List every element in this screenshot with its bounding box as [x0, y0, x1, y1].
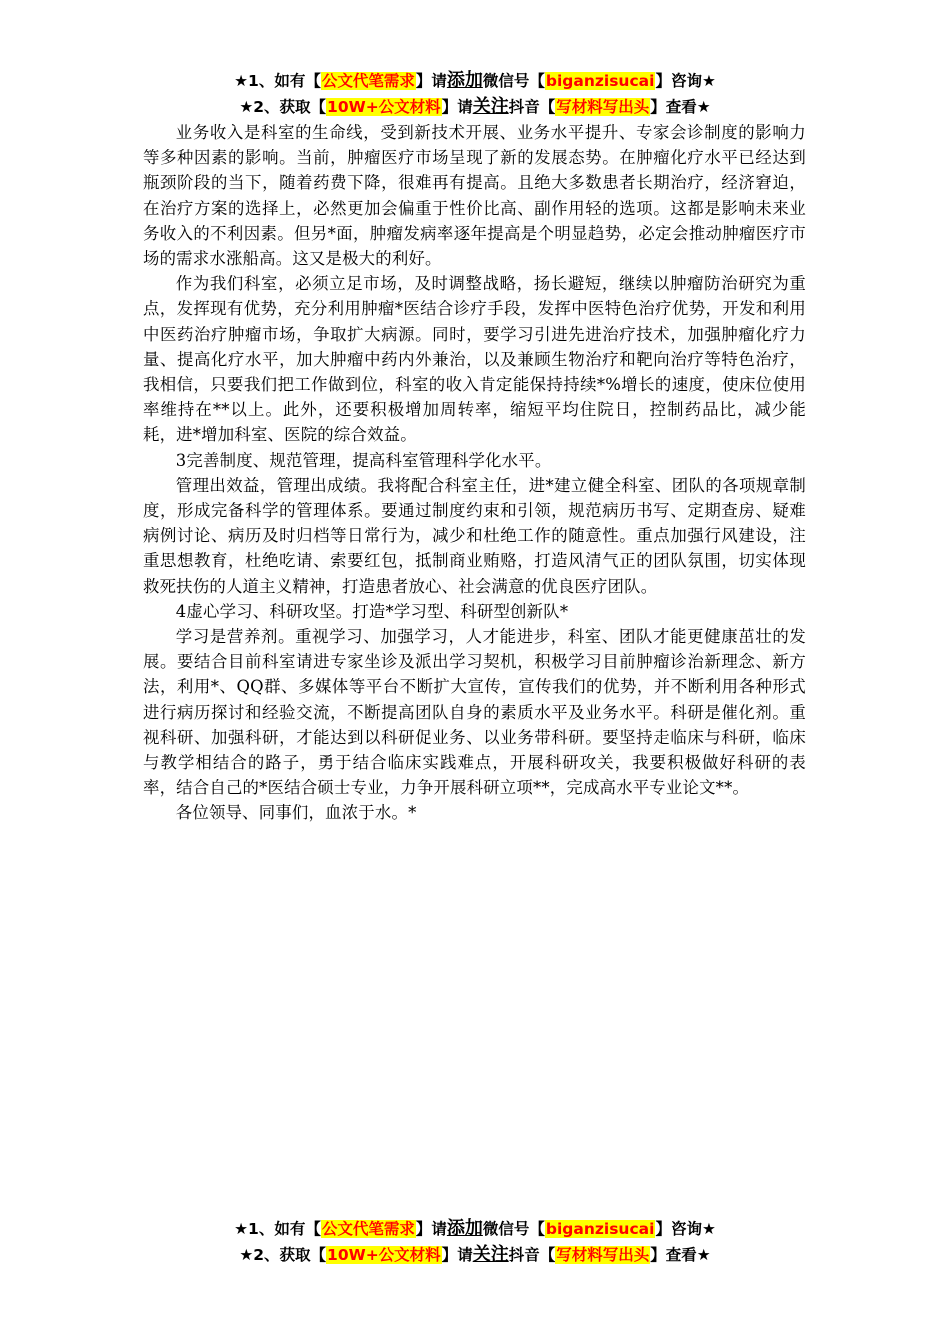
banner-emphasis: 关注	[472, 96, 509, 117]
banner-text: 抖音【	[508, 98, 556, 116]
banner-highlight: biganzisucai	[545, 72, 655, 90]
banner-text: 微信号【	[482, 1220, 545, 1238]
banner-text: 】请	[441, 98, 473, 116]
banner-text: 】查看★	[650, 98, 711, 116]
banner-text: ★2、获取【	[239, 98, 327, 116]
header-banner	[0, 68, 950, 120]
section-heading: 4虚心学习、科研攻坚。打造*学习型、科研型创新队*	[175, 601, 569, 621]
banner-emphasis: 添加	[446, 70, 483, 91]
paragraph: 各位领导、同事们，血浓于水。*	[175, 803, 417, 823]
banner-highlight: 10W+公文材料	[327, 1246, 441, 1264]
banner-text: 抖音【	[508, 1246, 556, 1264]
banner-text: ★1、如有【	[234, 1220, 321, 1238]
banner-text: ★1、如有【	[234, 72, 321, 90]
banner-highlight: biganzisucai	[545, 1220, 655, 1238]
banner-line-2	[0, 1242, 950, 1268]
paragraph: 业务收入是科室的生命线，受到新技术开展、业务水平提升、专家会诊制度的影响力等多种因素的影响。当前，肿瘤医疗市场呈现了新的发展态势。在肿瘤化疗水平已经达到瓶颈阶段的当下，随着药费下降，很难再有提高。且绝大多数患者长期治疗，经济窘迫，在治疗方案的选择上，必然更加会偏重于性价比高、副作用轻的选项。这都是影响未来业务收入的不利因素。但另*面，肿瘤发病率逐年提高是个明显趋势，必定会推动肿瘤医疗市场的需求水涨船高。这又是极大的利好。	[143, 123, 806, 269]
banner-highlight: 写材料写出头	[556, 1246, 650, 1264]
banner-text: ★2、获取【	[239, 1246, 327, 1264]
paragraph: 管理出效益，管理出成绩。我将配合科室主任，进*建立健全科室、团队的各项规章制度，形成完备科学的管理体系。要通过制度约束和引领，规范病历书写、定期查房、疑难病例讨论、病历及时归档等日常行为，减少和杜绝工作的随意性。重点加强行风建设，注重思想教育，杜绝吃请、索要红包，抵制商业贿赂，打造风清气正的团队氛围，切实体现救死扶伤的人道主义精神，打造患者放心、社会满意的优良医疗团队。	[143, 475, 806, 596]
banner-text: 】请	[415, 72, 447, 90]
banner-emphasis: 关注	[472, 1244, 509, 1265]
banner-text: 】咨询★	[655, 72, 716, 90]
banner-line-1	[0, 1216, 950, 1242]
banner-highlight: 10W+公文材料	[327, 98, 441, 116]
banner-text: 】请	[441, 1246, 473, 1264]
banner-emphasis: 添加	[446, 1218, 483, 1239]
paragraph: 学习是营养剂。重视学习、加强学习，人才能进步，科室、团队才能更健康茁壮的发展。要结合目前科室请进专家坐诊及派出学习契机，积极学习目前肿瘤诊治新理念、新方法，利用*、QQ群、多媒体等平台不断扩大宣传，宣传我们的优势，并不断利用各种形式进行病历探讨和经验交流，不断提高团队自身的素质水平及业务水平。科研是催化剂。重视科研、加强科研，才能达到以科研促业务、以业务带科研。要坚持走临床与科研，临床与教学相结合的路子，勇于结合临床实践难点，开展科研攻关，我要积极做好科研的表率，结合自己的*医结合硕士专业，力争开展科研立项**，完成高水平专业论文**。	[143, 627, 806, 798]
banner-highlight: 公文代笔需求	[321, 1220, 415, 1238]
section-heading: 3完善制度、规范管理，提高科室管理科学化水平。	[175, 450, 552, 470]
document-body	[143, 120, 806, 826]
banner-text: 】咨询★	[655, 1220, 716, 1238]
banner-highlight: 写材料写出头	[556, 98, 650, 116]
paragraph: 作为我们科室，必须立足市场，及时调整战略，扬长避短，继续以肿瘤防治研究为重点，发挥现有优势，充分利用肿瘤*医结合诊疗手段，发挥中医特色治疗优势，开发和利用中医药治疗肿瘤市场，争取扩大病源。同时，要学习引进先进治疗技术，加强肿瘤化疗力量、提高化疗水平，加大肿瘤中药内外兼治，以及兼顾生物治疗和靶向治疗等特色治疗，我相信，只要我们把工作做到位，科室的收入肯定能保持持续*%增长的速度，使床位使用率维持在**以上。此外，还要积极增加周转率，缩短平均住院日，控制药品比，减少能耗，进*增加科室、医院的综合效益。	[143, 274, 806, 445]
banner-highlight: 公文代笔需求	[321, 72, 415, 90]
banner-text: 】请	[415, 1220, 447, 1238]
banner-text: 】查看★	[650, 1246, 711, 1264]
banner-line-2	[0, 94, 950, 120]
banner-line-1	[0, 68, 950, 94]
banner-text: 微信号【	[482, 72, 545, 90]
footer-banner	[0, 1216, 950, 1268]
